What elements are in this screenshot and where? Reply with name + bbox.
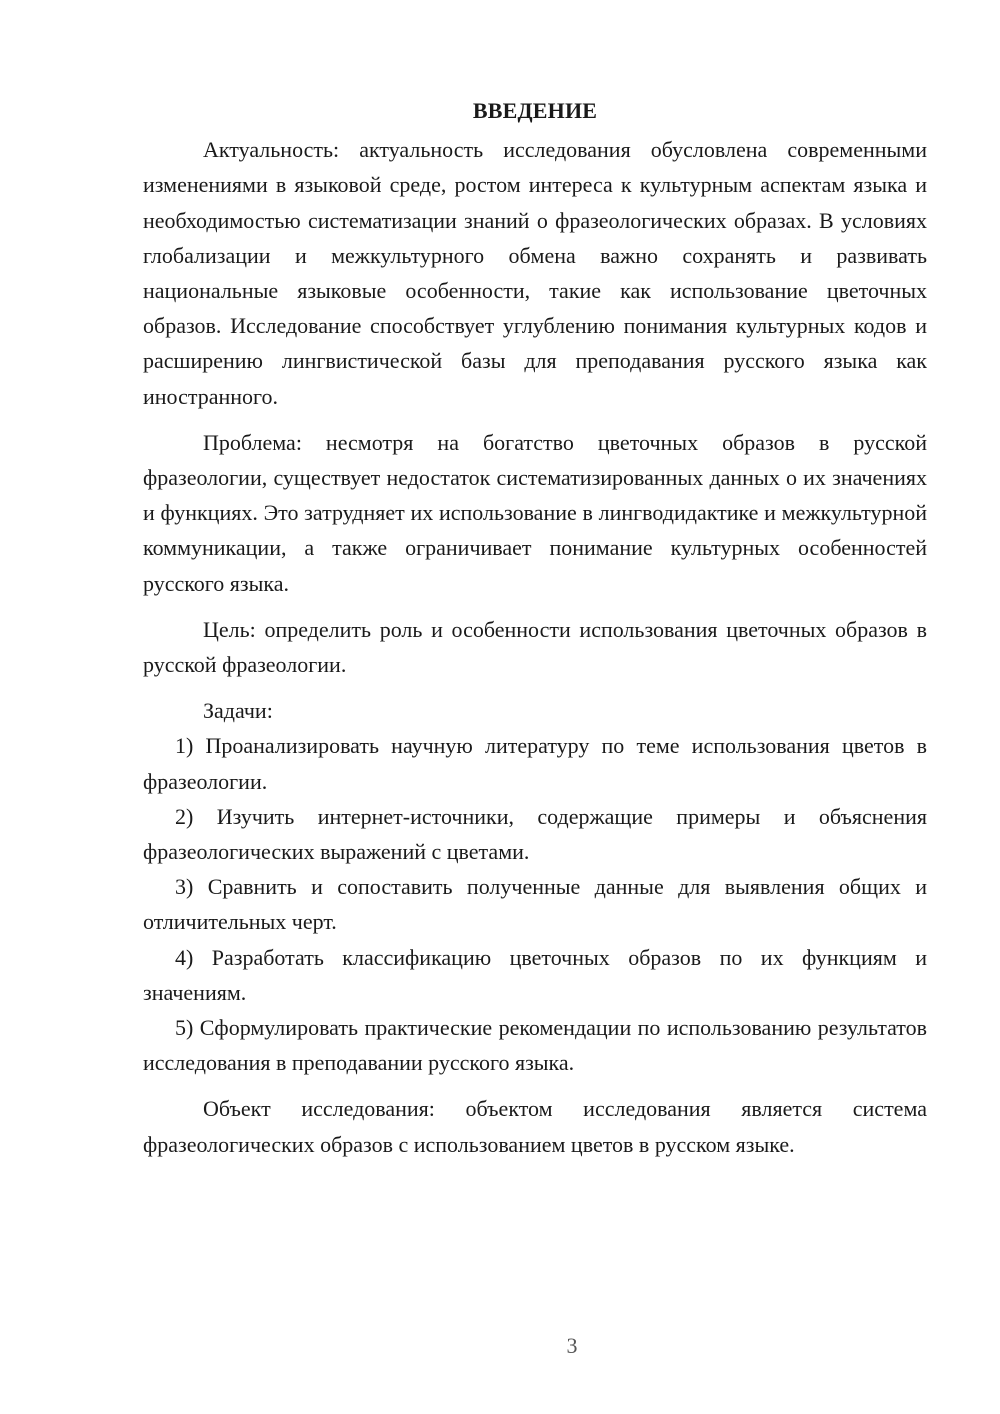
task-item: 1) Проанализировать научную литературу по теме использования цветов в фразеологии. (143, 733, 927, 794)
relevance-paragraph: Актуальность: актуальность исследования обусловлена современными изменениями в языковой среде, ростом интереса к культурным аспектам языка и необходимостью систематизации знаний о фразеологических образах. В условиях глобализации и межкультурного обмена важно сохранять и развивать национальные языковые особенности, такие как использование цветочных образов. Исследование способствует углублению понимания культурных кодов и расширению лингвистической базы для преподавания русского языка как иностранного. (143, 137, 927, 409)
task-item: 2) Изучить интернет-источники, содержащие примеры и объяснения фразеологических выражений с цветами. (143, 803, 927, 865)
tasks-list (143, 728, 927, 1080)
task-item: 4) Разработать классификацию цветочных образов по их функциям и значениям. (143, 944, 927, 1005)
section-heading: ВВЕДЕНИЕ (472, 98, 598, 123)
page-number: 3 (566, 1333, 578, 1358)
page-content (143, 93, 927, 1162)
object-paragraph: Объект исследования: объектом исследования является система фразеологических образов с использованием цветов в русском языке. (143, 1096, 927, 1157)
task-item: 5) Сформулировать практические рекомендации по использованию результатов исследования в преподавании русского языка. (143, 1015, 927, 1076)
tasks-label: Задачи: (203, 698, 273, 724)
goal-paragraph: Цель: определить роль и особенности использования цветочных образов в русской фразеологии. (143, 616, 927, 678)
problem-paragraph: Проблема: несмотря на богатство цветочных образов в русской фразеологии, существует недостаток систематизированных данных о их значениях и функциях. Это затрудняет их использование в лингводидактике и межкультурной коммуникации, а также ограничивает понимание культурных особенностей русского языка. (143, 429, 927, 596)
task-item: 3) Сравнить и сопоставить полученные данные для выявления общих и отличительных черт. (143, 874, 927, 935)
